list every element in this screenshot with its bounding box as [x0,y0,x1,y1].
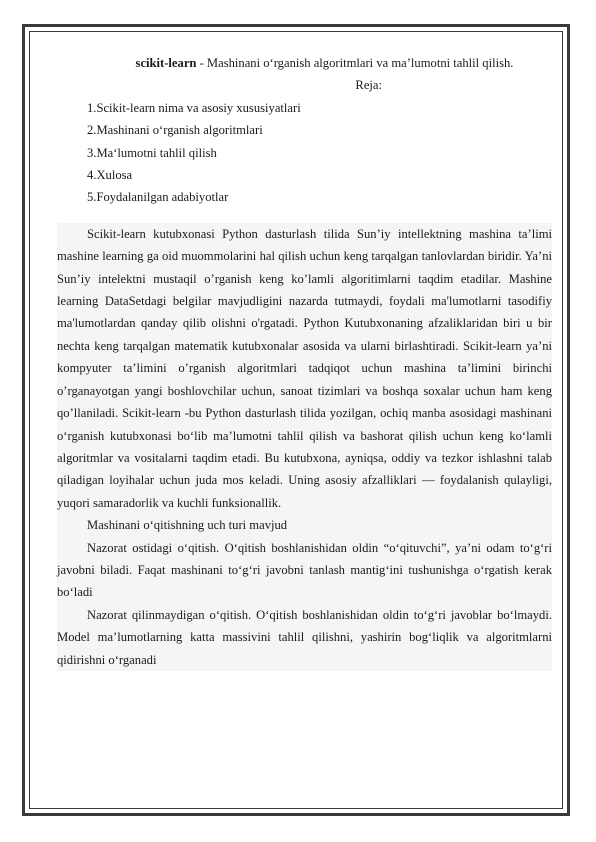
paragraph-intro: Scikit-learn kutubxonasi Python dasturlash tilida Sun’iy intellektning mashina ta’limi mashine learning ga oid muommolarini hal qilish uchun keng tarqalgan tanlovlardan biridir. Ya’ni Sun’iy intelektni mustaqil o’rganish keng ko’lamli algoritimlarni taqdim etadilar. Mashine learning DataSetdagi belgilar mavjudligini nazarda tutmaydi, foydali ma'lumotlarni tasodifiy ma'lumotlardan qanday qilib olishni o'rgatadi. Python Kutubxonaning afzaliklaridan biri u bir nechta keng tarqalgan matematik kutubxonalar asosida va ularni birlashtiradi. Scikit-learn ya’ni kompyuter ta’limini o’rganish algoritmlari tadqiqot uchun mashina ta’limini birinchi o’rganayotgan yangi boshlovchilar uchun, sanoat tizimlari va boshqa soxalar uchun ham keng qo’llaniladi. Scikit-learn -bu Python dasturlash tilida yozilgan, ochiq manba asosidagi mashinani o‘rganish kutubxonasi bo‘lib ma’lumotni tahlil qilish va bashorat qilish uchun keng ko‘lamli algoritmlar va vositalarni taqdim etadi. Bu kutubxona, ayniqsa, oddiy va tezkor ishlashni talab qiladigan loyihalar uchun juda mos keladi. Uning asosiy afzalliklari — foydalanish qulayligi, yuqori samaradorlik va kuchli funksionallik. [57,223,552,514]
title-rest: - Mashinani o‘rganish algoritmlari va ma’lumotni tahlil qilish. [196,56,514,70]
plan-item: 4.Xulosa [87,168,133,183]
paragraph-unsupervised: Nazorat qilinmaydigan o‘qitish. O‘qitish boshlanishidan oldin to‘g‘ri javoblar bo‘lmaydi. Model ma’lumotlarning katta massivini tahlil qilishni, yashirin bog‘liqlik va algoritmlarni qidirishni o‘rganadi [57,604,552,671]
plan-item: 2.Mashinani o‘rganish algoritmlari [87,123,263,138]
plan-item: 5.Foydalanilgan adabiyotlar [87,190,229,205]
document-body [57,52,552,671]
document-title [57,52,552,74]
plan-item: 3.Ma‘lumotni tahlil qilish [87,145,217,160]
plan-item: 1.Scikit-learn nima va asosiy xususiyatlari [87,100,301,115]
paragraph-supervised: Nazorat ostidagi o‘qitish. O‘qitish boshlanishidan oldin “o‘qituvchi”, ya’ni odam to‘g‘ri javobni biladi. Faqat mashinani to‘g‘ri javobni tanlash mantig‘ini tushunishga o‘rgatish kerak bo‘ladi [57,537,552,604]
plan-heading: Reja: [355,78,382,93]
paragraph-types: Mashinani o‘qitishning uch turi mavjud [57,514,552,536]
section-spacer [57,209,552,223]
title-bold: scikit-learn [135,56,197,70]
